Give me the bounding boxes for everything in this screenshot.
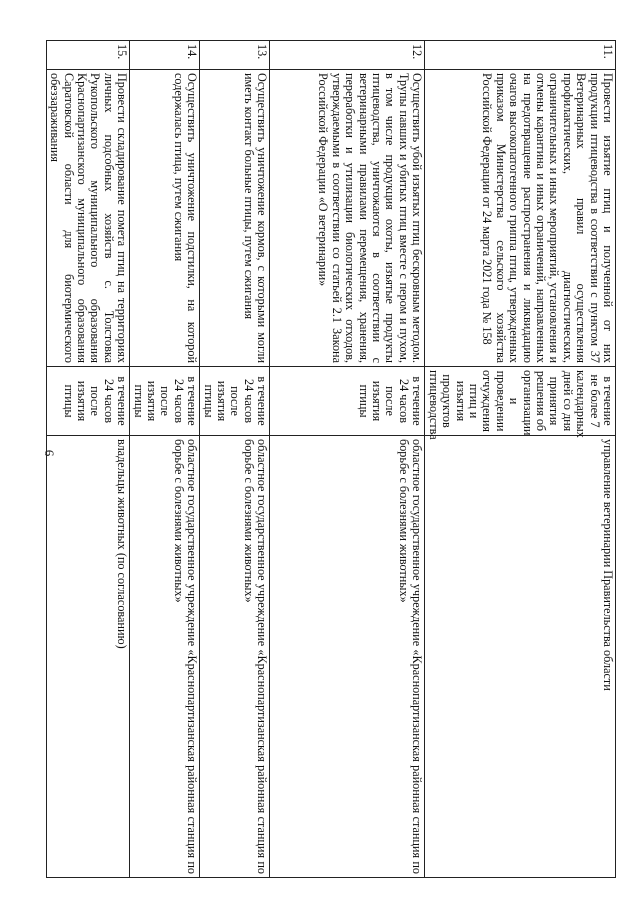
term-cell: в течение 24 часов после изъятия птицы — [46, 367, 129, 436]
executor-cell: владельцы животных (по согласованию) — [46, 436, 129, 878]
executor-cell: областное государственное учреждение «Краснопартизанская районная станция по борьбе с болезнями животных» — [200, 436, 270, 878]
rotated-document — [48, 40, 616, 878]
row-number: 12. — [270, 41, 425, 70]
executor-cell: областное государственное учреждение «Краснопартизанская районная станция по борьбе с болезнями животных» — [270, 436, 425, 878]
table-row — [425, 41, 616, 878]
executor-cell: управление ветеринарии Правительства области — [425, 436, 616, 878]
action-cell: Осуществить уничтожение кормов, с которыми могли иметь контакт больные птицы, путем сжигания — [200, 70, 270, 367]
row-number: 15. — [46, 41, 129, 70]
table-row — [270, 41, 425, 878]
term-cell: в течение 24 часов после изъятия птицы — [130, 367, 200, 436]
page-number: 6 — [42, 449, 57, 457]
row-number: 11. — [425, 41, 616, 70]
measures-table — [46, 40, 616, 878]
action-cell: Осуществить убой изъятых птиц бескровным методом. Трупы павших и убитых птиц вместе с пером и пухом, в том числе продукция охоты, изъятые продукты птицеводства, уничтожаются в соответствии с ветеринарными правилами перемещения, хранения, переработки и утилизации биологических отходов, утверждаемыми в соответствии со статьей 2.1 Закона Российской Федерации «О ветеринарии» — [270, 70, 425, 367]
row-number: 14. — [130, 41, 200, 70]
table-row — [46, 41, 129, 878]
action-cell: Осуществить уничтожение подстилки, на которой содержалась птица, путем сжигания — [130, 70, 200, 367]
table-row — [130, 41, 200, 878]
table-row — [200, 41, 270, 878]
action-cell: Провести изъятие птиц и полученной от них продукции птицеводства в соответствии с пунктом 37 Ветеринарных правил осуществления профилактических, диагностических, ограничительных и иных мероприятий, установления и отмены карантина и иных ограничений, направленных на предотвращение распространения и ликвидацию очагов высокопатогенного гриппа птиц, утвержденных приказом Министерства сельского хозяйства Российской Федерации от 24 марта 2021 года № 158 — [425, 70, 616, 367]
executor-cell: областное государственное учреждение «Краснопартизанская районная станция по борьбе с болезнями животных» — [130, 436, 200, 878]
term-cell: в течение не более 7 календарных дней со дня принятия решения об организации и проведении отчуждения птиц и изъятия продуктов птицеводства — [425, 367, 616, 436]
term-cell: в течение 24 часов после изъятия птицы — [270, 367, 425, 436]
term-cell: в течение 24 часов после изъятия птицы — [200, 367, 270, 436]
action-cell: Провести складирование помета птиц на территориях личных подсобных хозяйств с. Толстовка Рукопольского муниципального образования Краснопартизанского муниципального образования Саратовской области для биотермического обеззараживания — [46, 70, 129, 367]
row-number: 13. — [200, 41, 270, 70]
